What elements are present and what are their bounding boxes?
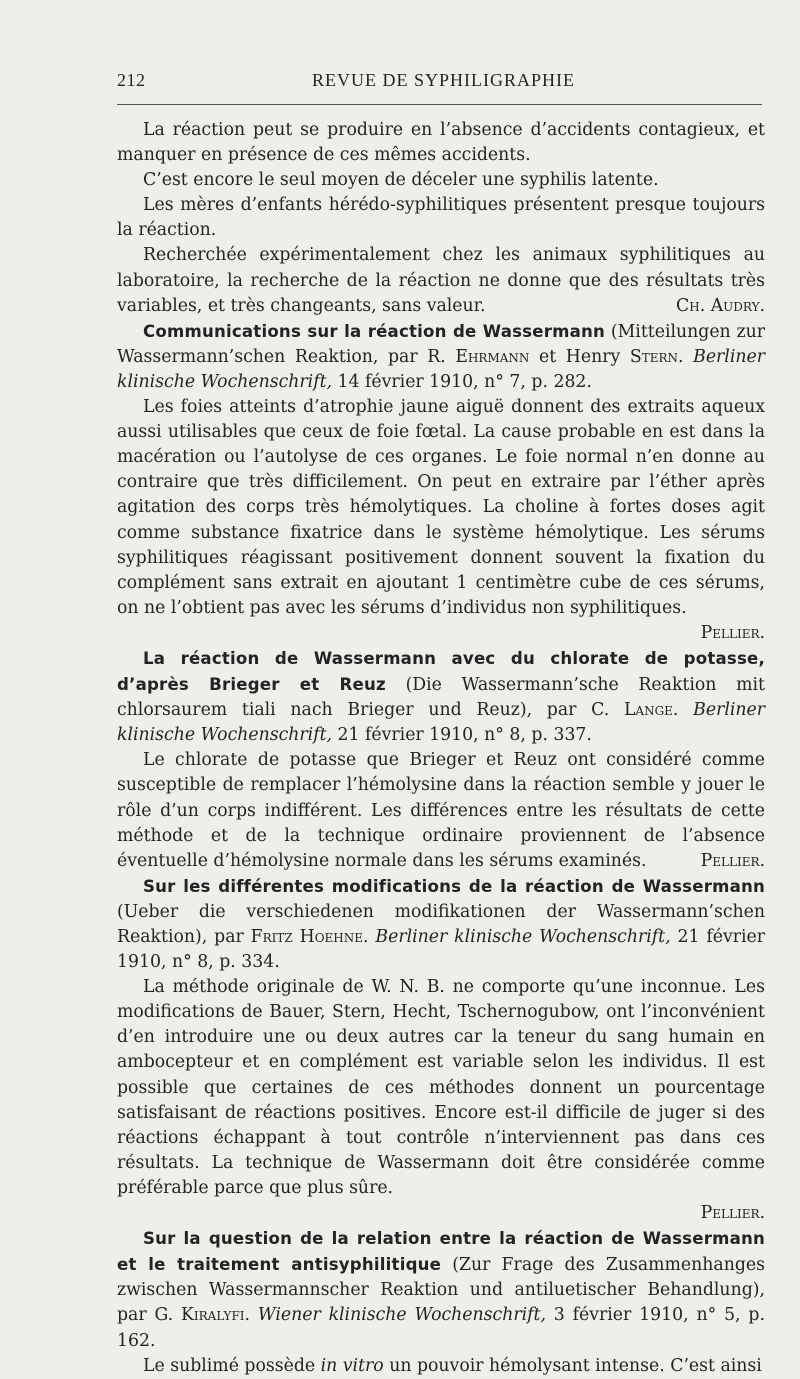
entry-date: 14 février 1910, n° 7, p. 282. <box>337 371 592 392</box>
entry-reference: et Henry <box>539 346 621 367</box>
paragraph: La réaction peut se produire en l’absence d’accidents contagieux, et manquer en présence de ces mêmes accidents. <box>117 120 765 166</box>
entry-title: Sur les différentes modifications de la réaction de Wassermann <box>143 876 765 896</box>
paragraph-text: Recherchée expérimentalement chez les animaux syphilitiques au laboratoire, la recherche de la réaction ne donne que des résultats très variables, et très changeants, sans valeur. <box>117 245 765 316</box>
entry-journal: Wiener klinische Wochenschrift, <box>257 1305 546 1326</box>
entry-title: La réaction de Wassermann avec du chlorate de potasse, d’après Brieger et Reuz <box>117 648 765 695</box>
entry-date: 21 février 1910, n° 8, p. 334. <box>117 927 766 973</box>
review-entry-heading <box>117 874 765 975</box>
paragraph: C’est encore le seul moyen de déceler une syphilis latente. <box>143 170 659 191</box>
paragraph <box>117 395 765 643</box>
paragraph-text: Le chlorate de potasse que Brieger et Reuz ont considéré comme susceptible de remplacer l’hémolysine dans la réaction semble y jouer le rôle d’un corps indifférent. Les différences entre les résultats de cette méthode et de la technique ordinaire proviennent de l’absence éventuelle d’hémolysine normale dans les sérums examinés. <box>117 750 765 871</box>
paragraph <box>117 748 765 873</box>
entry-reference: (Die Wassermann’sche Reaktion mit chlorsaurem tiali nach Brieger und Reuz), par C. <box>117 675 765 721</box>
paragraph <box>117 243 765 318</box>
article-body <box>117 118 765 1379</box>
entry-reference: (Mitteilungen zur Wassermann’schen Reaktion, par <box>117 321 765 367</box>
header-rule <box>117 104 762 105</box>
entry-author: R. Ehrmann <box>427 346 530 367</box>
page-header <box>117 70 762 92</box>
paragraph-text: Le sublimé possède <box>143 1355 316 1376</box>
review-entry-heading <box>117 1226 765 1353</box>
signature: Pellier. <box>700 850 765 871</box>
paragraph-text: Les foies atteints d’atrophie jaune aiguë donnent des extraits aqueux aussi utilisables que ceux de foie fœtal. La cause probable en est dans la macération ou l’autolyse de ces organes. Le foie normal n’en donne au contraire que très difficilement. On peut en extraire par l’éther après agitation des corps très hémolytiques. La choline à fortes doses agit comme substance fixatrice dans le système hémolytique. Les sérums syphilitiques réagissant positivement donnent souvent la fixation du complément sans extrait en ajoutant 1 centimètre cube de ces sérums, on ne l’obtient pas avec les sérums d’individus non syphilitiques. <box>117 397 765 618</box>
entry-journal: Berliner klinische Wochenschrift, <box>117 700 765 746</box>
entry-author: Stern. <box>629 346 684 367</box>
signature: Ch. Audry. <box>676 295 765 316</box>
paragraph-italic: in vitro <box>320 1355 384 1376</box>
paragraph-text: un pouvoir hémolysant intense. C’est ainsi <box>389 1355 762 1376</box>
entry-reference: (Ueber die verschiedenen modifikationen der Wassermann’schen Reaktion), par <box>117 901 765 947</box>
entry-date: 21 février 1910, n° 8, p. 337. <box>337 725 592 746</box>
entry-author: Kiralyfi. <box>181 1305 251 1326</box>
running-title: REVUE DE SYPHILIGRAPHIE <box>312 70 575 90</box>
entry-author: Lange. <box>623 700 679 721</box>
entry-title: Communications sur la réaction de Wassermann <box>143 321 606 341</box>
entry-title: Sur la question de la relation entre la réaction de Wassermann et le traitement antisyphilitique <box>117 1229 765 1275</box>
paragraph <box>117 1354 765 1379</box>
review-entry-heading <box>117 646 765 748</box>
entry-author: Fritz Hoehne. <box>250 927 369 947</box>
signature: Pellier. <box>700 1203 765 1224</box>
review-entry-heading <box>117 319 765 395</box>
entry-reference: (Zur Frage des Zusammenhanges zwischen Wassermannscher Reaktion und antiluetischer Behandlung), par G. <box>117 1255 766 1326</box>
entry-journal: Berliner klinische Wochenschrift, <box>375 927 671 947</box>
entry-date: 3 février 1910, n° 5, p. 162. <box>117 1305 765 1351</box>
signature: Pellier. <box>700 622 765 643</box>
page-number: 212 <box>117 70 146 90</box>
entry-journal: Berliner klinische Wochenschrift, <box>117 346 765 392</box>
paragraph: Les mères d’enfants hérédo-syphilitiques présentent presque toujours la réaction. <box>117 195 765 241</box>
paragraph: La méthode originale de W. N. B. ne comporte qu’une inconnue. Les modifications de Bauer, Stern, Hecht, Tschernogubow, ont l’inconvénient d’en introduire une ou deux autres car la teneur du sang humain en ambocepteur et en complément est variable selon les individus. Il est possible que certaines de ces méthodes donnent un pourcentage satisfaisant de réactions positives. Encore est-il difficile de juger si des réactions échappant à tout contrôle n’interviennent pas dans ces résultats. La technique de Wassermann doit être considérée comme préférable parce que plus sûre. <box>117 977 765 1198</box>
